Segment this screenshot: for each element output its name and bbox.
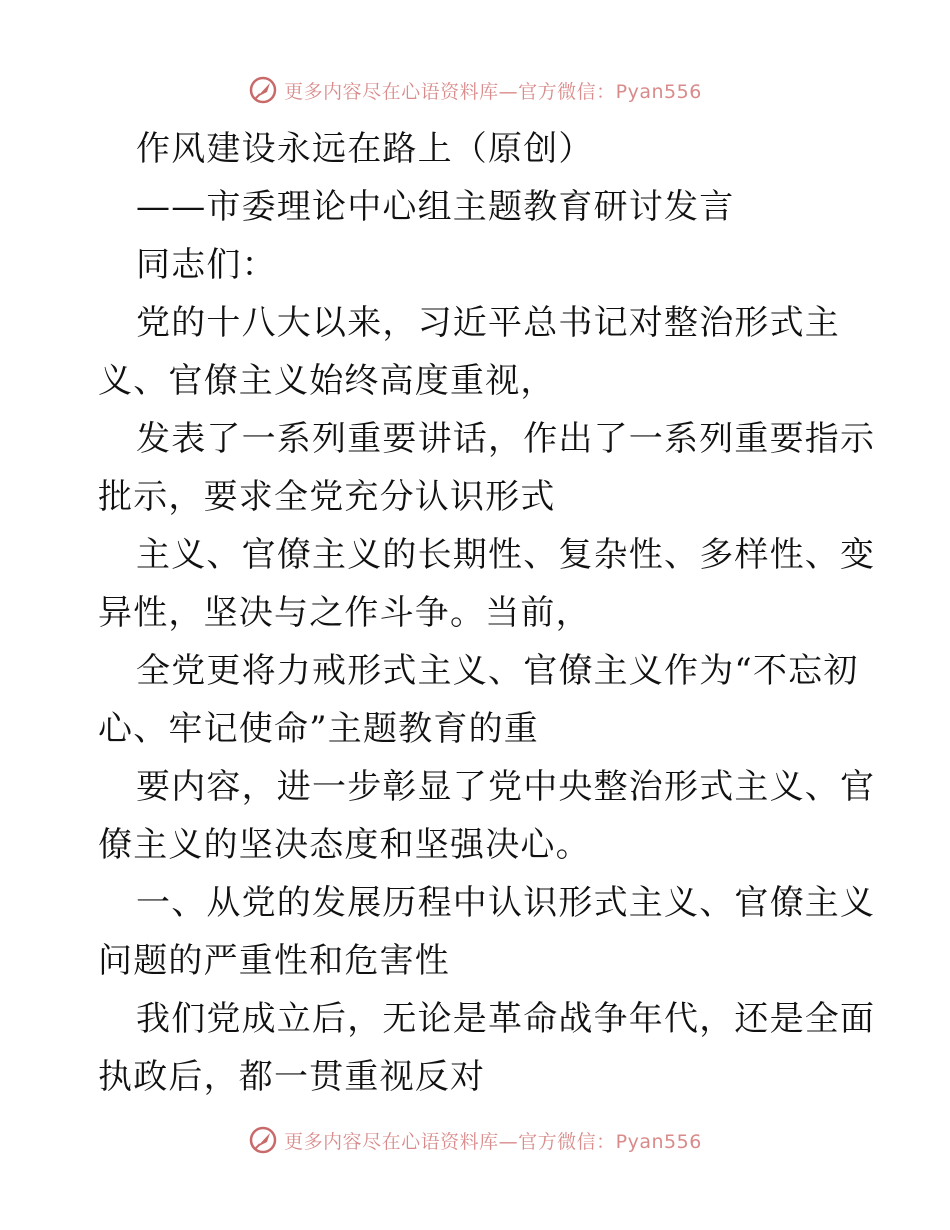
text-line: 异性，坚决与之作斗争。当前， bbox=[98, 593, 591, 633]
text-line: 问题的严重性和危害性 bbox=[98, 941, 450, 981]
text-line: 要内容，进一步彰显了党中央整治形式主义、官 bbox=[136, 767, 876, 807]
text-line: 发表了一系列重要讲话，作出了一系列重要指示 bbox=[136, 419, 876, 459]
footer-banner-text: 更多内容尽在心语资料库—官方微信：Pyan556 bbox=[284, 1130, 702, 1153]
quill-logo-icon bbox=[248, 75, 278, 105]
text-line: 主义、官僚主义的长期性、复杂性、多样性、变 bbox=[136, 535, 876, 575]
text-line: 义、官僚主义始终高度重视， bbox=[98, 361, 556, 401]
quill-logo-icon bbox=[248, 1125, 278, 1155]
text-line: 党的十八大以来，习近平总书记对整治形式主 bbox=[136, 303, 840, 343]
document-body bbox=[98, 120, 876, 1106]
text-line: 一、从党的发展历程中认识形式主义、官僚主义 bbox=[136, 883, 876, 923]
text-line: 全党更将力戒形式主义、官僚主义作为“不忘初 bbox=[136, 651, 859, 691]
header-banner bbox=[0, 70, 950, 110]
text-line: 僚主义的坚决态度和坚强决心。 bbox=[98, 825, 591, 865]
header-banner-text: 更多内容尽在心语资料库—官方微信：Pyan556 bbox=[284, 80, 702, 103]
footer-banner bbox=[0, 1120, 950, 1160]
text-line: 执政后，都一贯重视反对 bbox=[98, 1057, 486, 1097]
text-line: 作风建设永远在路上（原创） bbox=[136, 129, 594, 169]
text-line: ——市委理论中心组主题教育研讨发言 bbox=[136, 187, 735, 227]
text-line: 批示，要求全党充分认识形式 bbox=[98, 477, 556, 517]
text-line: 我们党成立后，无论是革命战争年代，还是全面 bbox=[136, 999, 876, 1039]
text-line: 同志们： bbox=[136, 245, 277, 285]
text-line: 心、牢记使命”主题教育的重 bbox=[98, 709, 539, 749]
